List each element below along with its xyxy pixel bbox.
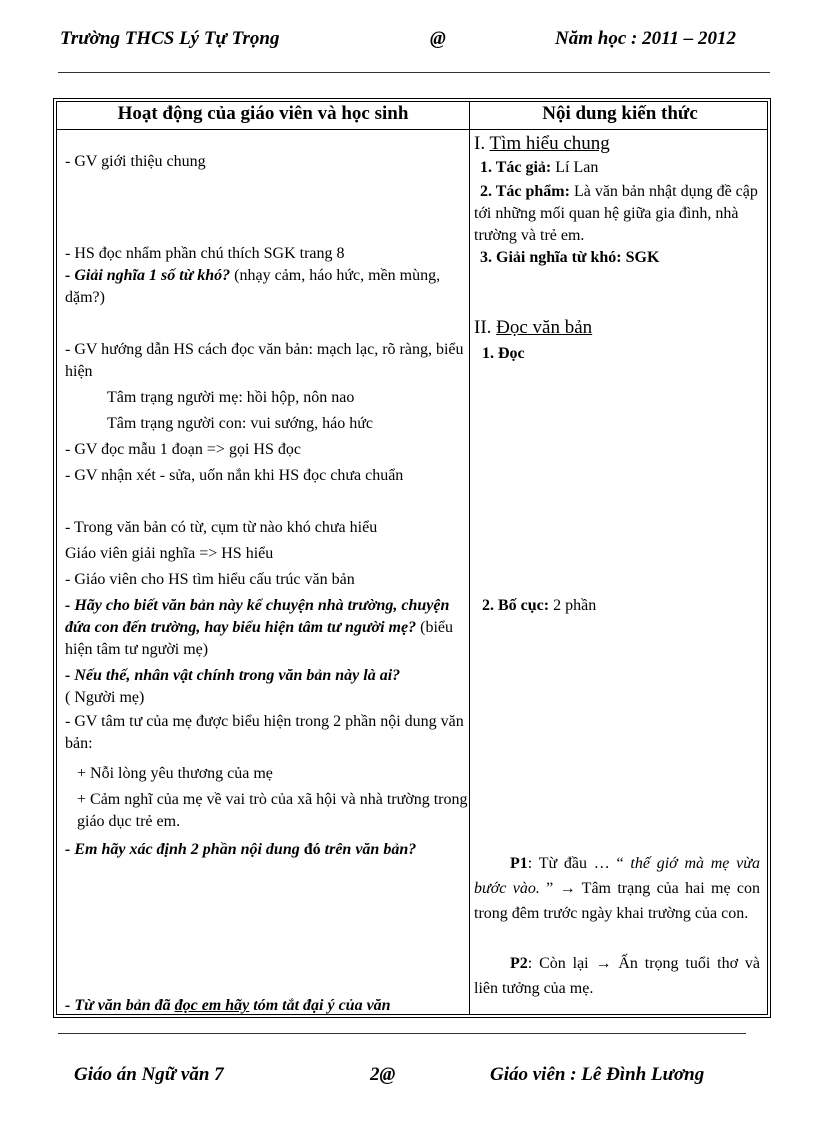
left-question-main-character	[65, 665, 465, 709]
part-text: : Từ đầu … “	[527, 855, 631, 872]
item-author	[474, 157, 766, 179]
part-text: : Còn lại → Ấn trọng tuổi thơ và liên tưởng của mẹ.	[474, 955, 760, 997]
left-line-reading-guide: - GV hướng dẫn HS cách đọc văn bản: mạch lạc, rõ ràng, biểu hiện	[65, 341, 464, 380]
left-line-explain: Giáo viên giải nghĩa => HS hiểu	[65, 545, 274, 562]
item-label: 2. Bố cục:	[482, 597, 550, 614]
part-quote: thế giớ mà mẹ vừa bước vào.	[474, 855, 760, 897]
left-line-sample-reading: - GV đọc mẫu 1 đoạn => gọi HS đọc	[65, 441, 301, 458]
item-value: Lí Lan	[551, 159, 599, 176]
item-layout	[474, 595, 768, 617]
item-label: 2. Tác phẩm:	[480, 183, 570, 200]
part-2-description	[474, 951, 760, 1001]
section-2-heading	[474, 317, 760, 339]
answer-text: (biểu hiện tâm tư người mẹ)	[65, 619, 453, 658]
header-symbol: @	[430, 28, 446, 49]
question-text-end: tóm tắt đại ý của văn	[249, 997, 391, 1014]
left-question-summary	[65, 995, 465, 1017]
section-title: Đọc văn bản	[496, 317, 593, 338]
left-column-header: Hoạt động của giáo viên và học sinh	[117, 103, 409, 124]
left-line-part-love: + Nỗi lòng yêu thương của mẹ	[77, 765, 273, 782]
lesson-table	[53, 98, 771, 1018]
section-title: Tìm hiểu chung	[489, 133, 610, 154]
answer-text: ( Người mẹ)	[65, 689, 145, 706]
question-text: - Từ văn bản đã	[65, 997, 175, 1014]
item-value: Là văn bản nhật dụng đề cập tới những mối quan hệ giữa gia đình, nhà trường và trẻ em.	[474, 183, 758, 244]
left-question-vocab	[65, 265, 465, 309]
section-number: I.	[474, 133, 490, 154]
question-text: - Giải nghĩa 1 số từ khó?	[65, 267, 231, 284]
right-column-header: Nội dung kiến thức	[542, 103, 698, 124]
left-question-identify-parts	[65, 839, 465, 861]
question-emphasis: đó	[303, 841, 321, 858]
column-divider	[469, 101, 470, 1015]
item-reading: 1. Đọc	[482, 345, 525, 362]
item-label: 1. Tác giả:	[480, 159, 552, 176]
left-question-story	[65, 595, 465, 661]
item-work	[474, 181, 760, 247]
question-text: - Em hãy xác định 2 phần nội dung	[65, 841, 304, 858]
footer-title: Giáo án Ngữ văn 7	[74, 1064, 224, 1085]
left-line-hard-words: - Trong văn bản có từ, cụm từ nào khó chưa hiểu	[65, 519, 378, 536]
left-line-two-parts: - GV tâm tư của mẹ được biểu hiện trong 2 phần nội dung văn bản:	[65, 713, 464, 752]
section-1-heading	[474, 133, 760, 155]
question-emphasis: đọc em hãy	[174, 997, 250, 1014]
footer-page: 2@	[370, 1064, 396, 1085]
left-line-structure: - Giáo viên cho HS tìm hiểu cấu trúc văn bản	[65, 571, 355, 588]
footer-divider	[58, 1033, 746, 1034]
question-text: - Hãy cho biết văn bản này kể chuyện nhà trường, chuyện đứa con đến trường, hay biểu hiện tâm tư người mẹ?	[65, 597, 450, 636]
left-line-part-education: + Cảm nghĩ của mẹ về vai trò của xã hội và nhà trường trong giáo dục trẻ em.	[77, 791, 468, 830]
section-number: II.	[474, 317, 497, 338]
part-1-description	[474, 851, 760, 926]
school-year: Năm học : 2011 – 2012	[555, 28, 737, 49]
footer-teacher: Giáo viên : Lê Đình Lương	[490, 1064, 705, 1085]
left-line-feedback: - GV nhận xét - sửa, uốn nắn khi HS đọc chưa chuẩn	[65, 467, 404, 484]
part-text-end: ” → Tâm trạng của hai mẹ con trong đêm trước ngày khai trường của con.	[474, 880, 761, 922]
item-value: 2 phần	[549, 597, 597, 614]
left-line-read-notes: - HS đọc nhẩm phần chú thích SGK trang 8	[65, 245, 345, 262]
item-vocab: 3. Giải nghĩa từ khó: SGK	[480, 249, 660, 266]
answer-text: (nhạy cảm, háo hức, mền mùng, dặm?)	[65, 267, 441, 306]
part-label: P1	[510, 855, 528, 872]
question-text: - Nếu thế, nhân vật chính trong văn bản này là ai?	[65, 667, 401, 684]
part-label: P2	[510, 955, 528, 972]
left-line-mother-mood: Tâm trạng người mẹ: hồi hộp, nôn nao	[107, 389, 355, 406]
left-line-intro: - GV giới thiệu chung	[65, 153, 206, 170]
question-text-end: trên văn bản?	[320, 841, 417, 858]
left-line-child-mood: Tâm trạng người con: vui sướng, háo hức	[107, 415, 373, 432]
header-row-divider	[56, 129, 768, 130]
school-name: Trường THCS Lý Tự Trọng	[60, 28, 280, 49]
header-divider	[58, 72, 770, 73]
